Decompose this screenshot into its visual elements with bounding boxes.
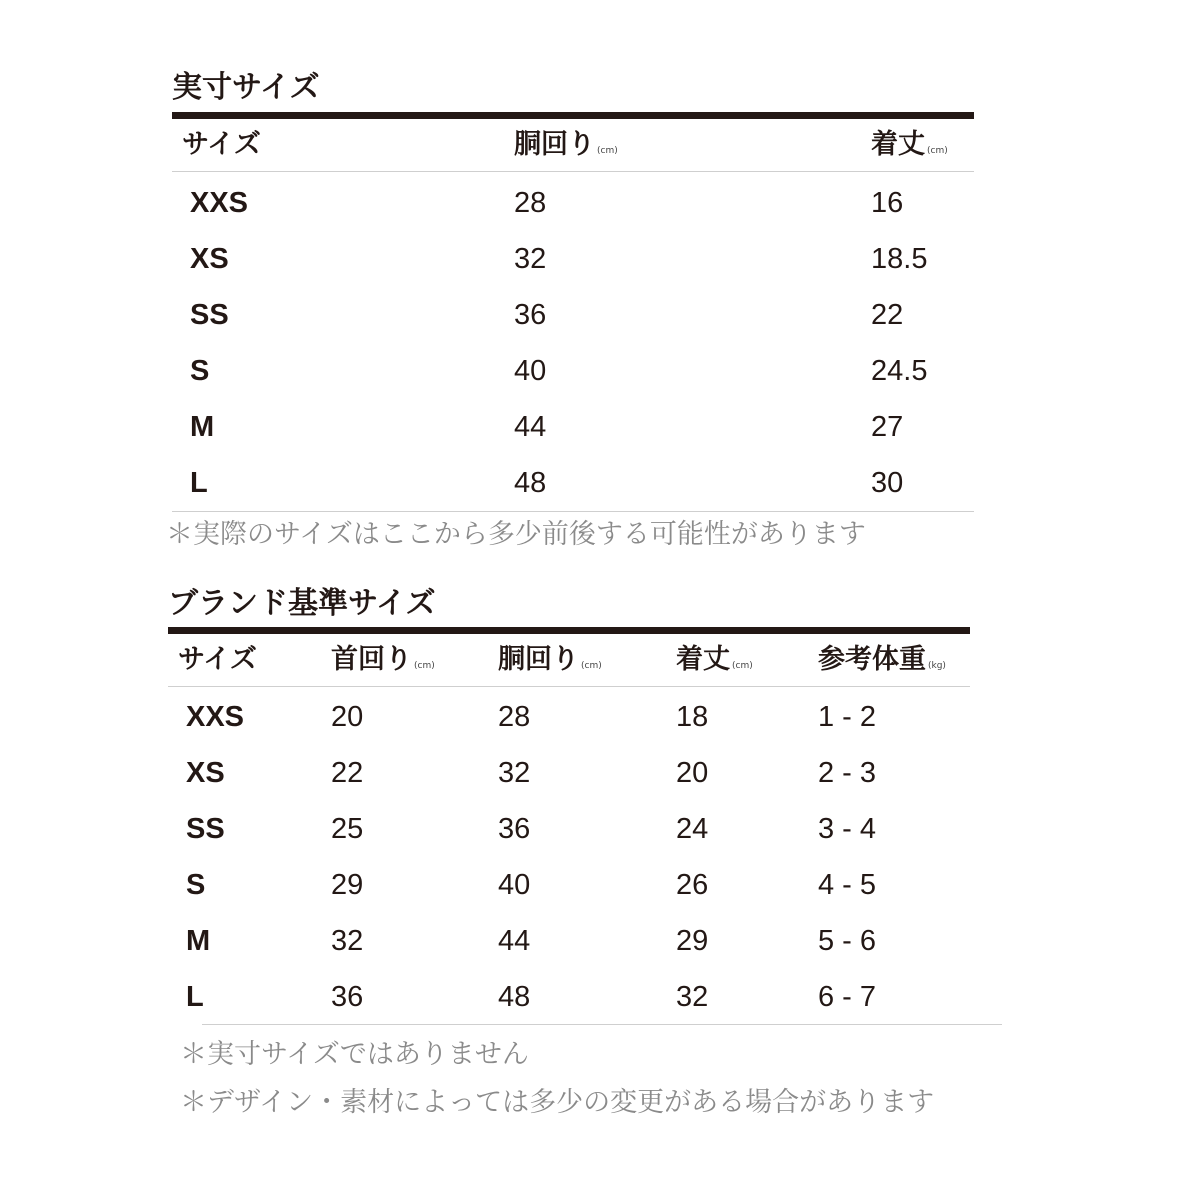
brand-cell-size: S [186, 869, 206, 901]
brand-header-divider [168, 686, 970, 687]
actual-bottom-rule [172, 511, 974, 512]
brand-cell-neck: 22 [331, 757, 364, 789]
brand-note-variation: ＊デザイン・素材によっては多少の変更がある場合があります [180, 1087, 935, 1118]
actual-cell-waist: 40 [514, 355, 547, 387]
actual-header-waist [514, 128, 618, 168]
actual-header-length [871, 128, 948, 168]
brand-header-neck-label: 首回り [331, 644, 412, 675]
brand-cell-size: L [186, 981, 204, 1013]
brand-header-length-label: 着丈 [676, 644, 730, 675]
actual-size-title: 実寸サイズ [172, 70, 320, 105]
brand-header-size [178, 643, 257, 677]
brand-header-weight [818, 643, 946, 683]
actual-header-waist-unit: (cm) [597, 146, 618, 156]
brand-header-weight-label: 参考体重 [818, 644, 926, 675]
actual-header-waist-label: 胴回り [514, 129, 595, 160]
actual-size-top-rule [172, 112, 974, 119]
brand-cell-size: XXS [186, 701, 245, 733]
brand-cell-length: 18 [676, 701, 709, 733]
brand-cell-waist: 40 [498, 869, 531, 901]
brand-cell-weight: 4 - 5 [818, 869, 877, 901]
brand-cell-length: 26 [676, 869, 709, 901]
brand-cell-size: M [186, 925, 211, 957]
actual-cell-size: XS [190, 243, 229, 275]
brand-header-waist-unit: (cm) [581, 661, 602, 671]
brand-note-not-actual: ＊実寸サイズではありません [180, 1039, 529, 1070]
brand-cell-waist: 48 [498, 981, 531, 1013]
brand-cell-neck: 20 [331, 701, 364, 733]
brand-header-length-unit: (cm) [732, 661, 753, 671]
actual-cell-size: M [190, 411, 215, 443]
brand-size-title: ブランド基準サイズ [168, 586, 436, 621]
brand-cell-weight: 1 - 2 [818, 701, 877, 733]
actual-cell-length: 16 [871, 187, 904, 219]
actual-cell-length: 24.5 [871, 355, 928, 387]
actual-header-length-label: 着丈 [871, 129, 925, 160]
brand-cell-weight: 5 - 6 [818, 925, 877, 957]
brand-cell-size: XS [186, 757, 225, 789]
brand-bottom-rule [202, 1024, 1002, 1025]
actual-cell-length: 22 [871, 299, 904, 331]
brand-cell-waist: 32 [498, 757, 531, 789]
actual-cell-size: XXS [190, 187, 249, 219]
brand-cell-waist: 28 [498, 701, 531, 733]
brand-cell-neck: 25 [331, 813, 364, 845]
brand-cell-length: 29 [676, 925, 709, 957]
brand-header-size-label: サイズ [178, 644, 257, 675]
actual-cell-length: 18.5 [871, 243, 928, 275]
brand-header-neck-unit: (cm) [414, 661, 435, 671]
actual-header-length-unit: (cm) [927, 146, 948, 156]
brand-cell-length: 24 [676, 813, 709, 845]
brand-size-top-rule [168, 627, 970, 634]
brand-cell-length: 20 [676, 757, 709, 789]
brand-cell-waist: 36 [498, 813, 531, 845]
brand-cell-neck: 32 [331, 925, 364, 957]
brand-cell-weight: 3 - 4 [818, 813, 877, 845]
brand-cell-size: SS [186, 813, 225, 845]
actual-cell-waist: 36 [514, 299, 547, 331]
actual-note: ＊実際のサイズはここから多少前後する可能性があります [166, 519, 866, 550]
brand-cell-waist: 44 [498, 925, 531, 957]
brand-cell-weight: 6 - 7 [818, 981, 877, 1013]
brand-cell-weight: 2 - 3 [818, 757, 877, 789]
brand-header-neck [331, 643, 435, 683]
actual-header-size [182, 128, 261, 162]
brand-header-waist [498, 643, 602, 683]
actual-cell-waist: 44 [514, 411, 547, 443]
actual-header-size-label: サイズ [182, 129, 261, 160]
actual-cell-length: 30 [871, 467, 904, 499]
actual-cell-length: 27 [871, 411, 904, 443]
actual-cell-size: S [190, 355, 210, 387]
actual-header-divider [172, 171, 974, 172]
brand-cell-neck: 36 [331, 981, 364, 1013]
actual-cell-waist: 28 [514, 187, 547, 219]
brand-cell-length: 32 [676, 981, 709, 1013]
actual-cell-size: L [190, 467, 208, 499]
actual-cell-size: SS [190, 299, 229, 331]
brand-header-weight-unit: (kg) [928, 661, 946, 671]
actual-cell-waist: 32 [514, 243, 547, 275]
brand-header-waist-label: 胴回り [498, 644, 579, 675]
brand-cell-neck: 29 [331, 869, 364, 901]
brand-header-length [676, 643, 753, 683]
actual-cell-waist: 48 [514, 467, 547, 499]
